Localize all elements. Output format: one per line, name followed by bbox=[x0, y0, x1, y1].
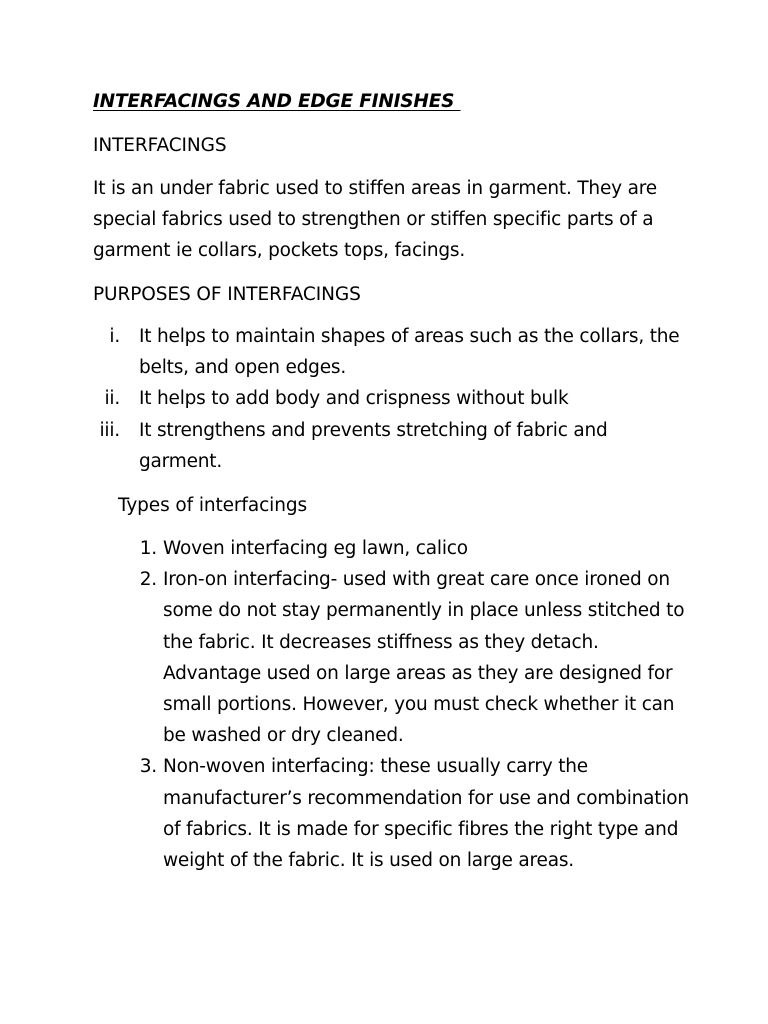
document-title: INTERFACINGS AND EDGE FINISHES bbox=[93, 91, 461, 112]
type-item bbox=[0, 751, 690, 876]
list-marker: 2. bbox=[139, 569, 157, 591]
type-item bbox=[0, 533, 690, 564]
purposes-heading: PURPOSES OF INTERFACINGS bbox=[93, 284, 361, 305]
purposes-list bbox=[0, 321, 680, 477]
interfacings-heading: INTERFACINGS bbox=[93, 135, 227, 156]
type-item bbox=[0, 564, 690, 751]
types-list bbox=[0, 533, 690, 876]
purpose-text: It strengthens and prevents stretching of fabric and garment. bbox=[139, 419, 608, 472]
list-marker: 3. bbox=[139, 756, 157, 778]
type-text: Woven interfacing eg lawn, calico bbox=[163, 538, 468, 559]
type-text: Iron-on interfacing- used with great care once ironed on some do not stay permanently in place unless stitched to the fabric. It decreases stiffness as they detach. Advantage used on large areas as they are designed for small portions. However, you must check whether it can be washed or dry cleaned. bbox=[163, 569, 685, 747]
list-marker: iii. bbox=[99, 419, 120, 441]
types-heading: Types of interfacings bbox=[118, 495, 307, 516]
list-marker: ii. bbox=[104, 388, 120, 410]
type-text: Non-woven interfacing: these usually carry the manufacturer’s recommendation for use and combination of fabrics. It is made for specific fibres the right type and weight of the fabric. It is used on large areas. bbox=[163, 756, 689, 872]
purpose-text: It helps to add body and crispness without bulk bbox=[139, 388, 569, 410]
purpose-item bbox=[0, 383, 680, 414]
list-marker: 1. bbox=[139, 538, 157, 559]
purpose-item bbox=[0, 415, 680, 477]
intro-paragraph: It is an under fabric used to stiffen areas in garment. They are special fabrics used to strengthen or stiffen specific parts of a garment ie collars, pockets tops, facings. bbox=[93, 178, 657, 262]
list-marker: i. bbox=[109, 326, 120, 347]
purpose-text: It helps to maintain shapes of areas such as the collars, the belts, and open edges. bbox=[139, 326, 680, 379]
purpose-item bbox=[0, 321, 680, 383]
